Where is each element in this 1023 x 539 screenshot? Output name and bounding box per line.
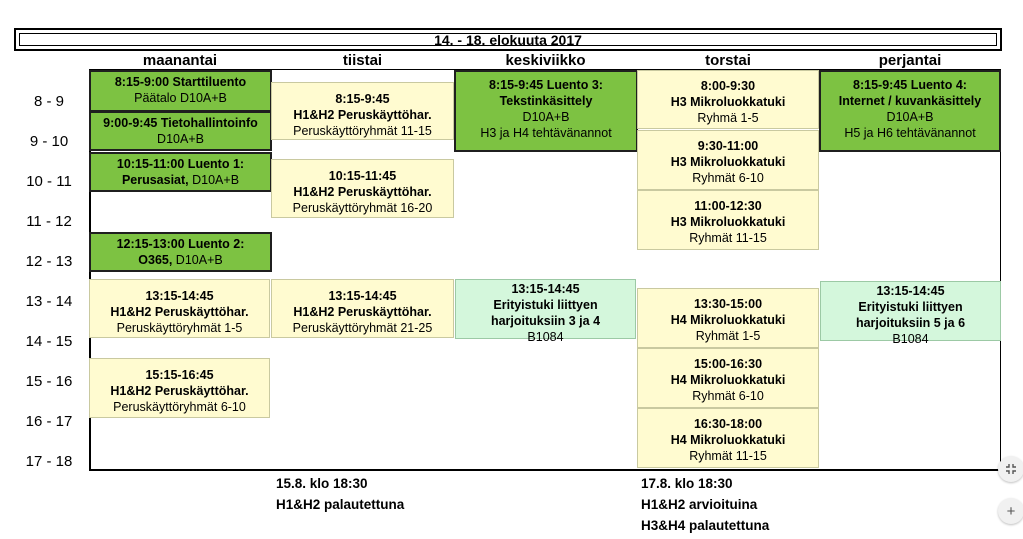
event-detail: Päätalo D10A+B bbox=[134, 91, 227, 105]
event-starttiluento[interactable] bbox=[89, 70, 272, 112]
event-peruskaytto-tue-2[interactable] bbox=[271, 159, 454, 218]
event-time: 13:15-14:45 bbox=[511, 282, 580, 296]
event-time: 8:15-9:45 bbox=[335, 92, 390, 106]
event-title: Internet / kuvankäsittely bbox=[838, 94, 982, 108]
note-line: H3&H4 palautettuna bbox=[641, 518, 770, 533]
event-detail: H3 ja H4 tehtävänannot bbox=[480, 126, 612, 140]
note-line: 17.8. klo 18:30 bbox=[641, 476, 733, 491]
event-title: harjoituksiin 5 ja 6 bbox=[855, 316, 966, 330]
event-detail: D10A+B bbox=[886, 110, 934, 124]
day-header-monday: maanantai bbox=[142, 52, 218, 69]
event-time: 13:15-14:45 bbox=[145, 289, 214, 303]
event-time: 9:30-11:00 bbox=[697, 139, 759, 153]
event-time: 9:00-9:45 Tietohallintoinfo bbox=[103, 116, 258, 130]
event-time: 8:15-9:45 Luento 3: bbox=[489, 78, 603, 92]
event-tietohallintoinfo[interactable] bbox=[89, 111, 272, 151]
event-h4-mikroluokka-3[interactable] bbox=[637, 408, 819, 468]
event-luento-3[interactable] bbox=[454, 70, 638, 152]
event-detail: B1084 bbox=[527, 330, 564, 344]
event-time: 10:15-11:00 Luento 1: bbox=[116, 157, 245, 171]
event-erityistuki-fri[interactable] bbox=[820, 281, 1001, 346]
schedule-title-frame bbox=[14, 28, 1002, 51]
hour-label: 13 - 14 bbox=[25, 293, 73, 310]
event-title: H1&H2 Peruskäyttöhar. bbox=[293, 108, 432, 122]
collapse-button[interactable] bbox=[998, 456, 1023, 482]
day-header-thursday: torstai bbox=[705, 52, 751, 69]
event-luento-4[interactable] bbox=[819, 70, 1001, 152]
hour-label: 15 - 16 bbox=[25, 373, 73, 390]
event-time: 16:30-18:00 bbox=[693, 417, 763, 431]
hour-label: 8 - 9 bbox=[33, 93, 64, 110]
day-header-wednesday: keskiviikko bbox=[505, 52, 586, 69]
event-title: H4 Mikroluokkatuki bbox=[670, 433, 786, 447]
hour-label: 11 - 12 bbox=[26, 213, 72, 230]
event-detail: D10A+B bbox=[157, 132, 204, 146]
event-title: H3 Mikroluokkatuki bbox=[670, 95, 786, 109]
collapse-icon bbox=[1005, 463, 1017, 475]
event-detail: B1084 bbox=[892, 332, 929, 346]
note-line: H1&H2 palautettuna bbox=[276, 497, 405, 512]
event-detail: Peruskäyttöryhmät 6-10 bbox=[113, 400, 246, 414]
event-time: 13:30-15:00 bbox=[693, 297, 763, 311]
hour-label: 17 - 18 bbox=[25, 453, 73, 470]
event-peruskaytto-tue-1[interactable] bbox=[271, 82, 454, 140]
event-title: H3 Mikroluokkatuki bbox=[670, 155, 786, 169]
note-line: 15.8. klo 18:30 bbox=[276, 476, 368, 491]
event-detail: H5 ja H6 tehtävänannot bbox=[844, 126, 976, 140]
event-h4-mikroluokka-2[interactable] bbox=[637, 348, 819, 408]
plus-icon: + bbox=[1006, 502, 1016, 520]
hour-label: 9 - 10 bbox=[29, 133, 69, 150]
event-time: 10:15-11:45 bbox=[328, 169, 397, 183]
event-time: 8:00-9:30 bbox=[700, 79, 756, 93]
event-detail: Peruskäyttöryhmät 1-5 bbox=[116, 321, 243, 335]
event-time: 8:15-9:45 Luento 4: bbox=[853, 78, 967, 92]
event-title: H3 Mikroluokkatuki bbox=[670, 215, 786, 229]
day-header-tuesday: tiistai bbox=[342, 52, 383, 69]
event-detail: Ryhmät 6-10 bbox=[692, 171, 764, 185]
event-time: 8:15-9:00 Starttiluento bbox=[114, 75, 247, 89]
event-title: Tekstinkäsittely bbox=[499, 94, 593, 108]
event-h3-mikroluokka-3[interactable] bbox=[637, 190, 819, 250]
event-time: 13:15-14:45 bbox=[876, 284, 945, 298]
event-peruskaytto-tue-3[interactable] bbox=[271, 279, 454, 338]
event-detail: D10A+B bbox=[522, 110, 570, 124]
event-detail: Ryhmät 6-10 bbox=[692, 389, 764, 403]
event-h3-mikroluokka-1[interactable] bbox=[637, 70, 819, 129]
event-time: 15:15-16:45 bbox=[145, 368, 214, 382]
event-detail: Ryhmä 1-5 bbox=[697, 111, 759, 125]
event-title: harjoituksiin 3 ja 4 bbox=[490, 314, 601, 328]
schedule-title: 14. - 18. elokuuta 2017 bbox=[19, 33, 997, 46]
event-title: H1&H2 Peruskäyttöhar. bbox=[293, 185, 432, 199]
hour-label: 14 - 15 bbox=[25, 333, 73, 350]
event-title: H1&H2 Peruskäyttöhar. bbox=[110, 305, 249, 319]
event-detail: Peruskäyttöryhmät 11-15 bbox=[293, 124, 432, 138]
event-detail: Perusasiat, D10A+B bbox=[121, 173, 240, 187]
event-h4-mikroluokka-1[interactable] bbox=[637, 288, 819, 348]
event-luento-2[interactable] bbox=[89, 232, 272, 272]
event-time: 13:15-14:45 bbox=[328, 289, 397, 303]
event-h3-mikroluokka-2[interactable] bbox=[637, 130, 819, 190]
event-luento-1[interactable] bbox=[89, 152, 272, 192]
event-time: 15:00-16:30 bbox=[693, 357, 763, 371]
event-detail: O365, D10A+B bbox=[138, 253, 223, 267]
add-button[interactable] bbox=[998, 498, 1023, 524]
day-header-friday: perjantai bbox=[878, 52, 942, 69]
event-detail: Peruskäyttöryhmät 21-25 bbox=[292, 321, 433, 335]
event-detail: Ryhmät 11-15 bbox=[689, 449, 767, 463]
event-detail: Ryhmät 1-5 bbox=[695, 329, 761, 343]
deadline-note-thursday bbox=[641, 473, 769, 536]
hour-label: 10 - 11 bbox=[26, 173, 72, 190]
hour-label: 16 - 17 bbox=[25, 413, 73, 430]
event-title: Erityistuki liittyen bbox=[858, 300, 963, 314]
note-line: H1&H2 arvioituina bbox=[641, 497, 758, 512]
event-title: H4 Mikroluokkatuki bbox=[670, 373, 786, 387]
event-erityistuki-wed[interactable] bbox=[455, 279, 636, 344]
deadline-note-tuesday bbox=[276, 473, 404, 515]
event-peruskaytto-mon-2[interactable] bbox=[89, 358, 270, 418]
event-detail: Ryhmät 11-15 bbox=[689, 231, 767, 245]
event-title: H1&H2 Peruskäyttöhar. bbox=[293, 305, 432, 319]
event-title: Erityistuki liittyen bbox=[493, 298, 598, 312]
event-detail: Peruskäyttöryhmät 16-20 bbox=[292, 201, 433, 215]
event-time: 11:00-12:30 bbox=[694, 199, 762, 213]
hour-label: 12 - 13 bbox=[25, 253, 73, 270]
event-title: H1&H2 Peruskäyttöhar. bbox=[110, 384, 249, 398]
event-title: H4 Mikroluokkatuki bbox=[670, 313, 786, 327]
event-peruskaytto-mon-1[interactable] bbox=[89, 279, 270, 338]
event-time: 12:15-13:00 Luento 2: bbox=[116, 237, 245, 251]
